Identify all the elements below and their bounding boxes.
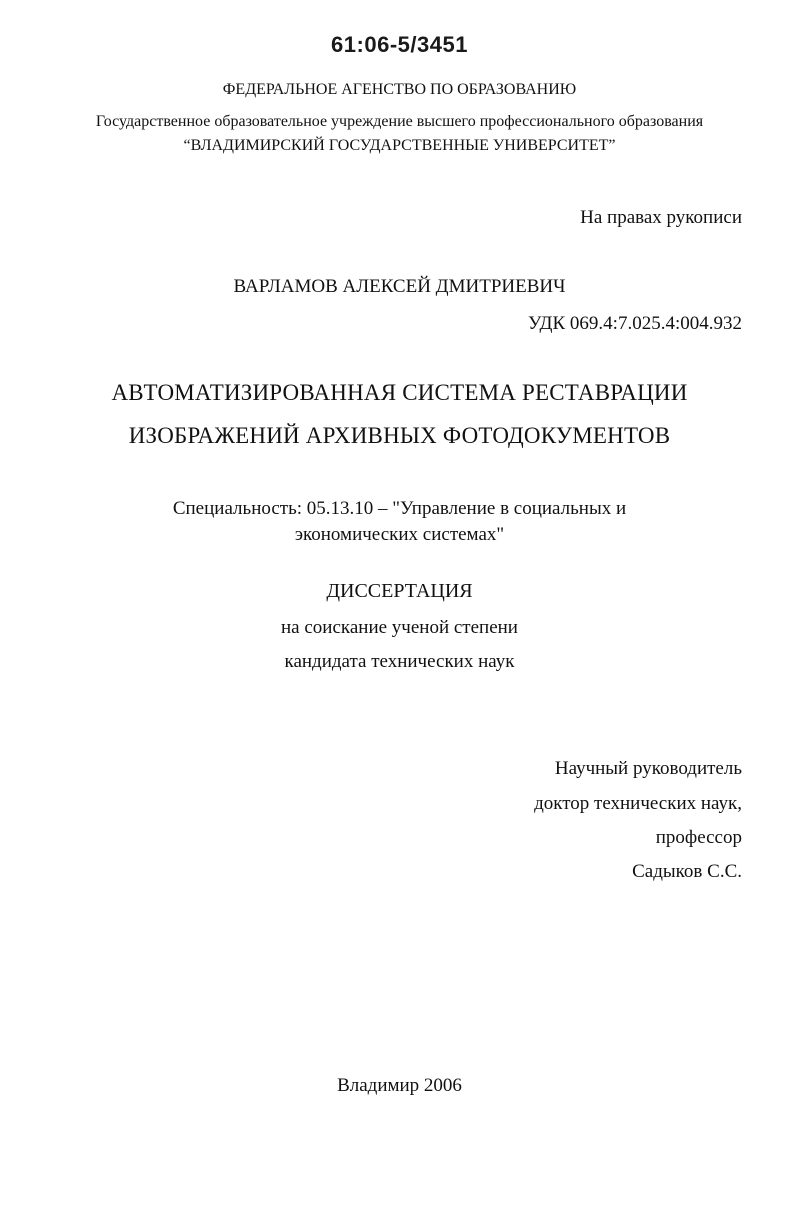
specialty-line-1: Специальность: 05.13.10 – "Управление в социальных и — [172, 498, 627, 519]
udc-code: УДК 069.4:7.025.4:004.932 — [528, 313, 742, 334]
agency-name: ФЕДЕРАЛЬНОЕ АГЕНСТВО ПО ОБРАЗОВАНИЮ — [222, 81, 577, 98]
registration-number: 61:06-5/3451 — [331, 32, 468, 57]
university-name: “ВЛАДИМИРСКИЙ ГОСУДАРСТВЕННЫЕ УНИВЕРСИТЕТ” — [183, 137, 616, 154]
supervisor-rank: профессор — [655, 827, 742, 848]
supervisor-role: Научный руководитель — [554, 758, 742, 779]
specialty-line-2: экономических системах" — [294, 524, 505, 545]
degree-line-2: кандидата технических наук — [284, 651, 515, 672]
manuscript-rights: На правах рукописи — [580, 207, 742, 228]
institution-type: Государственное образовательное учреждение высшего профессионального образования — [95, 113, 704, 130]
city-year: Владимир 2006 — [337, 1075, 462, 1096]
supervisor-name: Садыков С.С. — [632, 861, 742, 882]
author-name: ВАРЛАМОВ АЛЕКСЕЙ ДМИТРИЕВИЧ — [233, 276, 566, 297]
work-type: ДИССЕРТАЦИЯ — [326, 580, 473, 602]
title-line-2: ИЗОБРАЖЕНИЙ АРХИВНЫХ ФОТОДОКУМЕНТОВ — [128, 423, 671, 448]
title-line-1: АВТОМАТИЗИРОВАННАЯ СИСТЕМА РЕСТАВРАЦИИ — [111, 380, 688, 405]
supervisor-degree: доктор технических наук, — [534, 793, 742, 814]
degree-line-1: на соискание ученой степени — [281, 617, 518, 638]
